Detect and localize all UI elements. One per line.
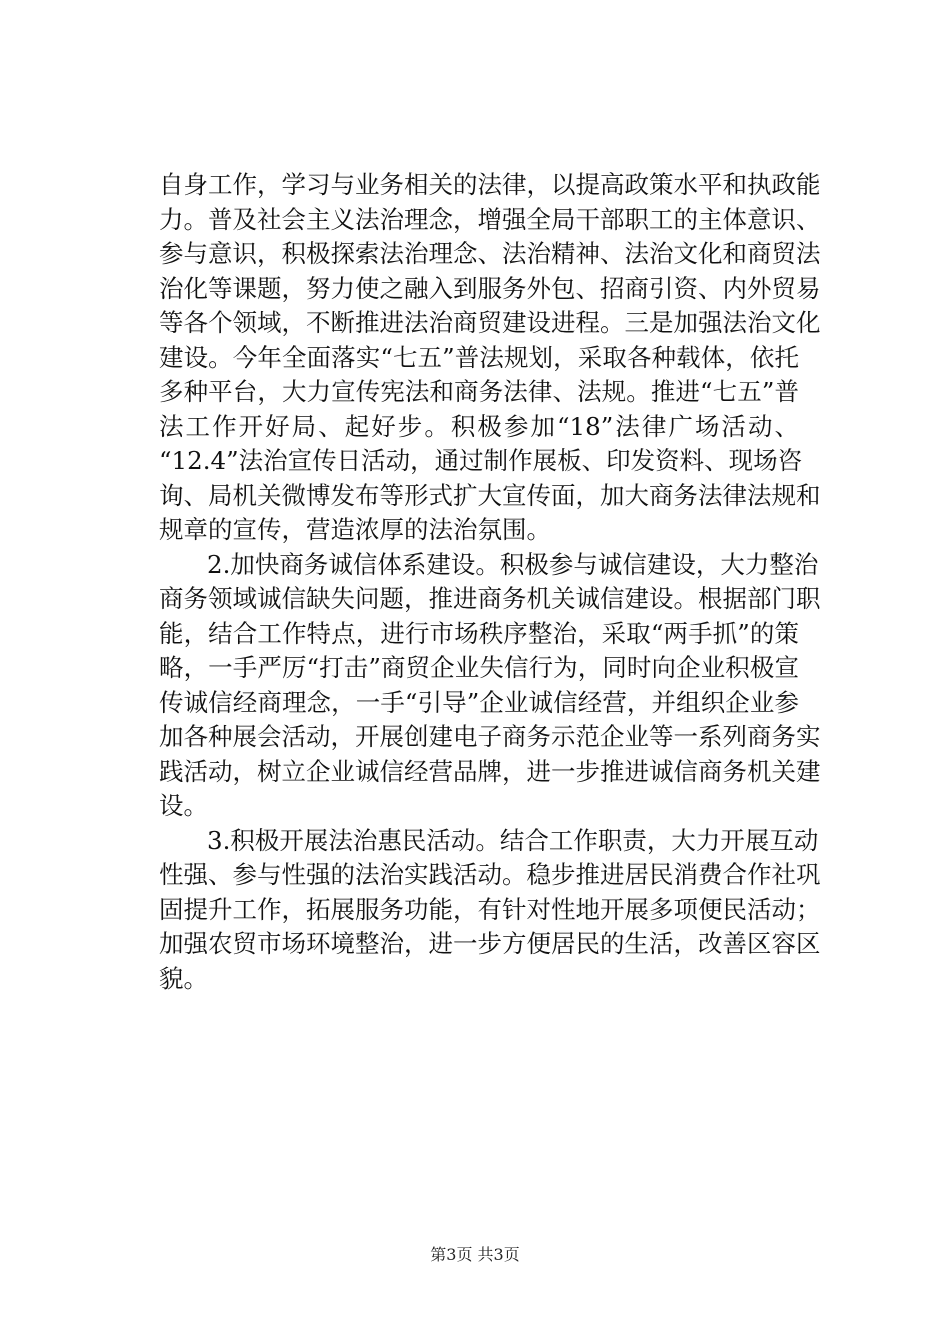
text-line: 2.加快商务诚信体系建设。积极参与诚信建设，大力整治	[207, 549, 819, 579]
text-line: 询、局机关微博发布等形式扩大宣传面，加大商务法律法规和	[159, 480, 821, 510]
text-line: 自身工作，学习与业务相关的法律，以提高政策水平和执政能	[159, 170, 821, 199]
document-body	[159, 168, 821, 996]
text-line: 略，一手严厉“打击”商贸企业失信行为，同时向企业积极宣	[159, 653, 799, 682]
text-line: 加强农贸市场环境整治，进一步方便居民的生活，改善区容区	[159, 929, 821, 958]
text-line: 性强、参与性强的法治实践活动。稳步推进居民消费合作社巩	[159, 860, 821, 889]
text-line: 3.积极开展法治惠民活动。结合工作职责，大力开展互动	[207, 825, 819, 855]
text-line: 加各种展会活动，开展创建电子商务示范企业等一系列商务实	[159, 722, 821, 751]
text-line: 法工作开好局、起好步。积极参加“18”法律广场活动、	[159, 411, 799, 441]
text-line: 传诚信经商理念，一手“引导”企业诚信经营，并组织企业参	[159, 687, 799, 717]
text-line: 貌。	[159, 963, 208, 993]
text-line: 建设。今年全面落实“七五”普法规划，采取各种载体，依托	[159, 342, 799, 372]
text-line: 践活动，树立企业诚信经营品牌，进一步推进诚信商务机关建	[159, 756, 821, 786]
text-line: 治化等课题，努力使之融入到服务外包、招商引资、内外贸易	[159, 273, 821, 303]
text-line: 多种平台，大力宣传宪法和商务法律、法规。推进“七五”普	[159, 377, 799, 406]
text-line: 能，结合工作特点，进行市场秩序整治，采取“两手抓”的策	[159, 618, 799, 648]
text-line: 参与意识，积极探索法治理念、法治精神、法治文化和商贸法	[159, 239, 821, 268]
text-line: 固提升工作，拓展服务功能，有针对性地开展多项便民活动；	[159, 894, 821, 924]
text-line: 等各个领域，不断推进法治商贸建设进程。三是加强法治文化	[159, 308, 821, 337]
page-footer: 第3页 共3页	[430, 1245, 520, 1264]
text-line: 设。	[159, 791, 208, 820]
text-line: 规章的宣传，营造浓厚的法治氛围。	[159, 515, 551, 544]
text-line: 商务领域诚信缺失问题，推进商务机关诚信建设。根据部门职	[159, 584, 821, 613]
text-line: 力。普及社会主义法治理念，增强全局干部职工的主体意识、	[159, 204, 821, 234]
text-line: “12.4”法治宣传日活动，通过制作展板、印发资料、现场咨	[159, 446, 803, 475]
